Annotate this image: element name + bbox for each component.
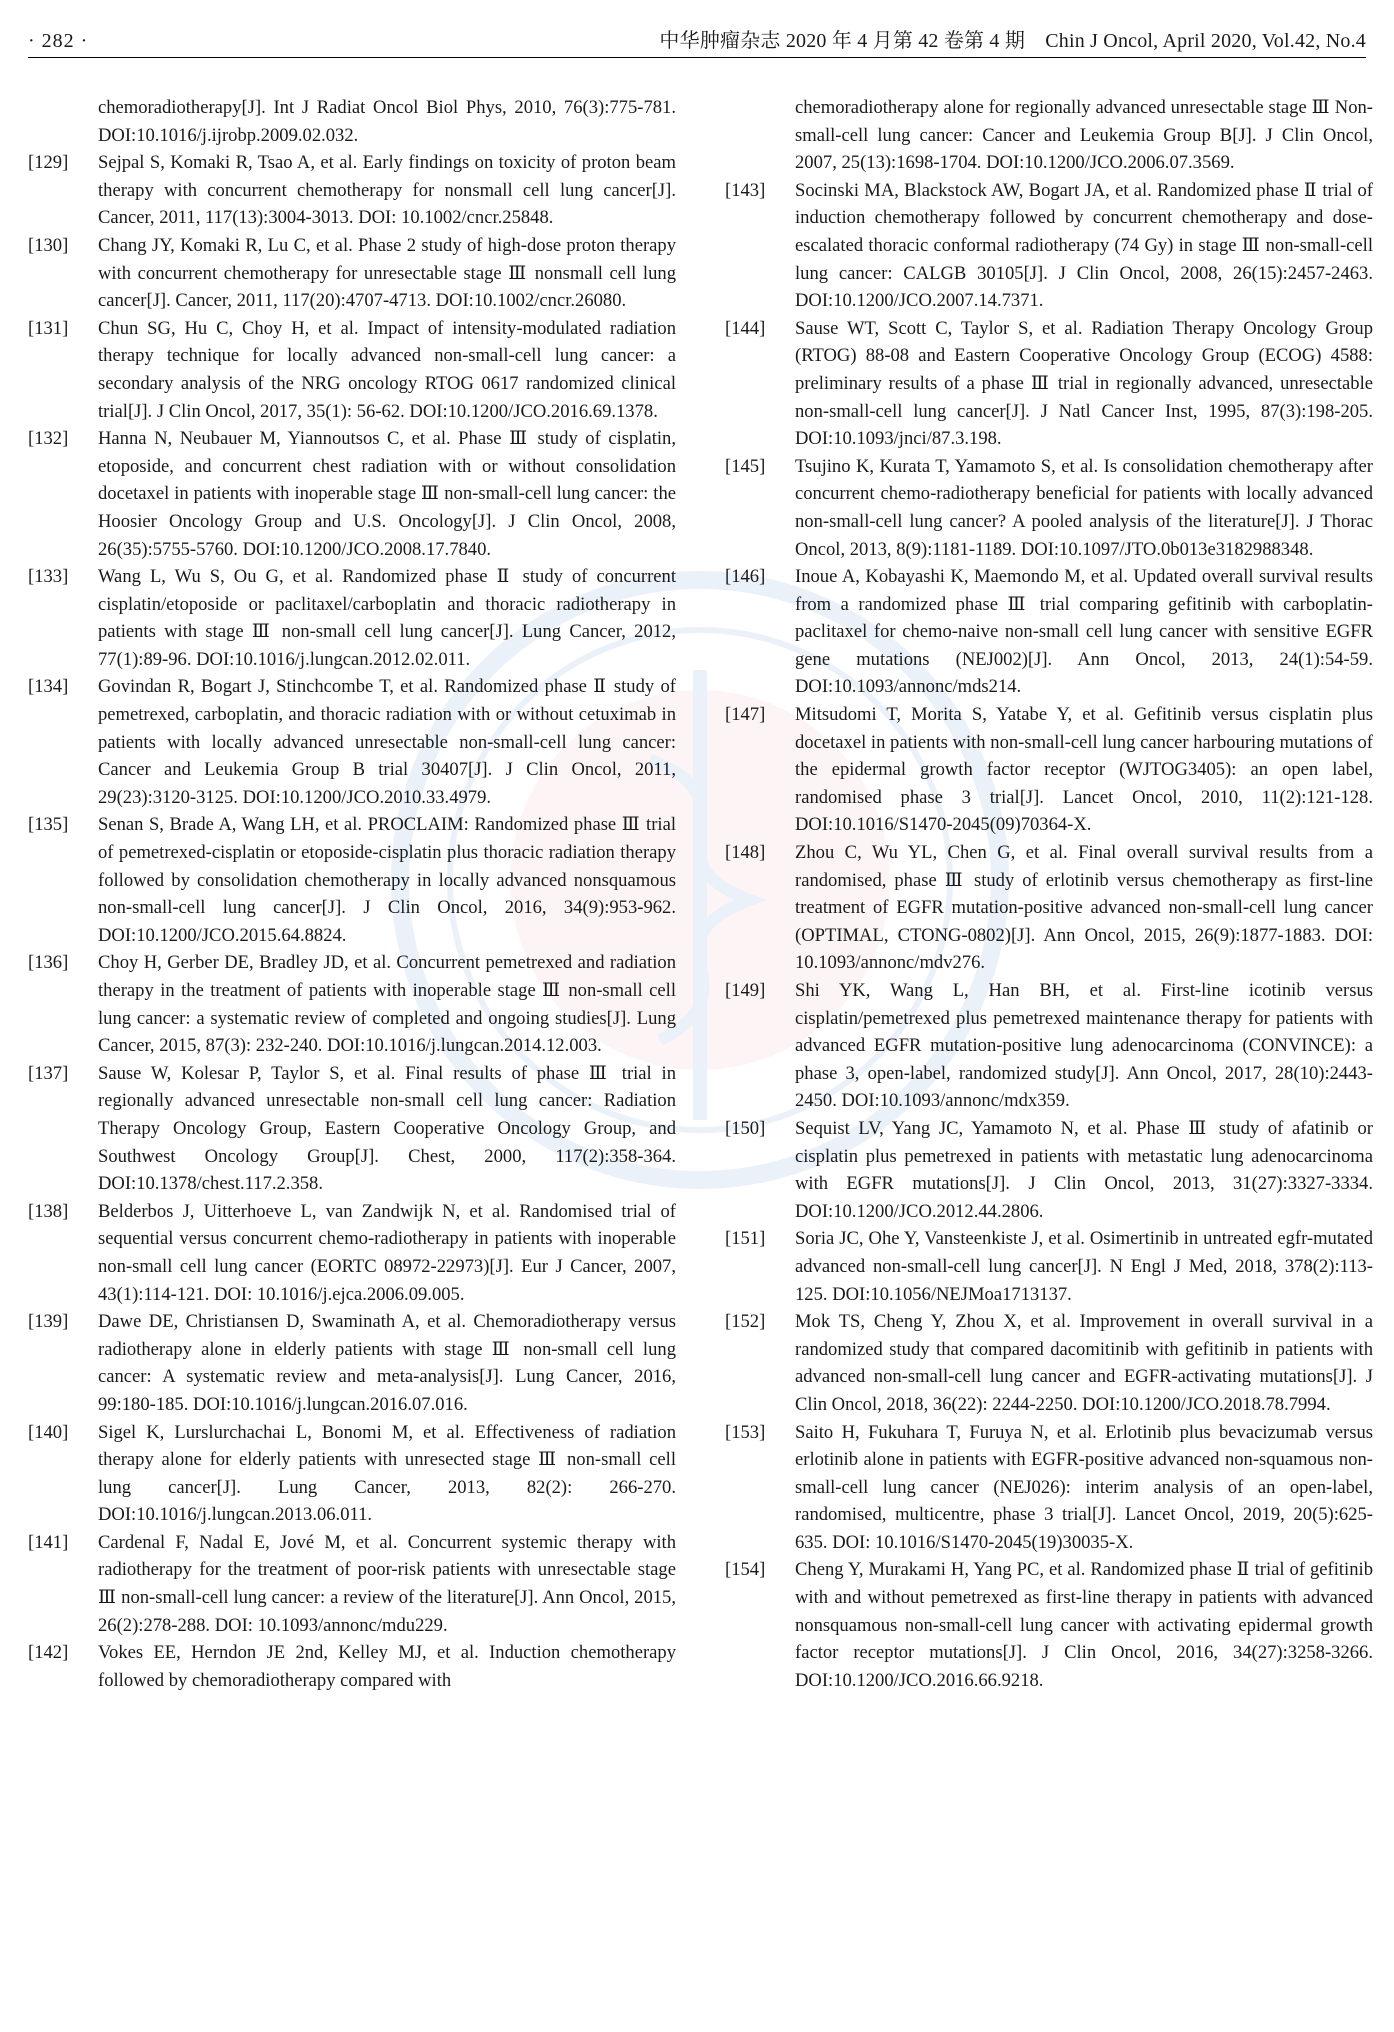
- reference-text: chemoradiotherapy alone for regionally advanced unresectable stage Ⅲ Non-small-cell lung cancer: Cancer and Leukemia Group B[J]. J Clin Oncol, 2007, 25(13):1698-1704. DOI:10.1200/JCO.2006.07.3569.: [795, 97, 1373, 174]
- reference-text: Tsujino K, Kurata T, Yamamoto S, et al. Is consolidation chemotherapy after concurrent chemo-radiotherapy beneficial for patients with locally advanced non-small-cell lung cancer? A pooled analysis of the literature[J]. J Thorac Oncol, 2013, 8(9):1181-1189. DOI:10.1097/JTO.0b013e3182988348.: [795, 455, 1373, 560]
- reference-number: [144]: [725, 317, 766, 339]
- reference-item: [28, 1529, 676, 1639]
- reference-text: Senan S, Brade A, Wang LH, et al. PROCLAIM: Randomized phase Ⅲ trial of pemetrexed-cisplatin or etoposide-cisplatin plus thoracic radiation therapy followed by consolidation chemotherapy in locally advanced nonsquamous non-small-cell lung cancer[J]. J Clin Oncol, 2016, 34(9):953-962. DOI:10.1200/JCO.2015.64.8824.: [98, 814, 676, 946]
- reference-number: [137]: [28, 1062, 69, 1084]
- reference-number: [150]: [725, 1117, 766, 1139]
- reference-text: Hanna N, Neubauer M, Yiannoutsos C, et al. Phase Ⅲ study of cisplatin, etoposide, and concurrent chest radiation with or without consolidation docetaxel in patients with inoperable stage Ⅲ non-small-cell lung cancer: the Hoosier Oncology Group and U.S. Oncology[J]. J Clin Oncol, 2008, 26(35):5755-5760. DOI:10.1200/JCO.2008.17.7840.: [98, 428, 676, 560]
- reference-text: Mok TS, Cheng Y, Zhou X, et al. Improvement in overall survival in a randomized study that compared dacomitinib with gefitinib in patients with advanced non-small-cell lung cancer and EGFR-activating mutations[J]. J Clin Oncol, 2018, 36(22): 2244-2250. DOI:10.1200/JCO.2018.78.7994.: [795, 1311, 1373, 1415]
- reference-text: Chang JY, Komaki R, Lu C, et al. Phase 2 study of high-dose proton therapy with concurrent chemotherapy for unresectable stage Ⅲ nonsmall cell lung cancer[J]. Cancer, 2011, 117(20):4707-4713. DOI:10.1002/cncr.26080.: [98, 234, 676, 312]
- running-header: [28, 22, 1366, 58]
- reference-text: Zhou C, Wu YL, Chen G, et al. Final overall survival results from a randomised, phase Ⅲ study of erlotinib versus chemotherapy as first-line treatment of EGFR mutation-positive advanced non-small-cell lung cancer (OPTIMAL, CTONG-0802)[J]. Ann Oncol, 2015, 26(9):1877-1883. DOI: 10.1093/annonc/mdv276.: [795, 842, 1373, 974]
- reference-text: chemoradiotherapy[J]. Int J Radiat Oncol Biol Phys, 2010, 76(3):775-781. DOI:10.1016/j.ijrobp.2009.02.032.: [98, 97, 676, 146]
- references-right-column: [725, 94, 1373, 1694]
- reference-number: [145]: [725, 455, 766, 477]
- reference-text: Dawe DE, Christiansen D, Swaminath A, et al. Chemoradiotherapy versus radiotherapy alone in elderly patients with stage Ⅲ non-small cell lung cancer: A systematic review and meta-analysis[J]. Lung Cancer, 2016, 99:180-185. DOI:10.1016/j.lungcan.2016.07.016.: [98, 1311, 676, 1415]
- reference-text: Inoue A, Kobayashi K, Maemondo M, et al. Updated overall survival results from a randomized phase Ⅲ trial comparing gefitinib with carboplatin-paclitaxel for chemo-naive non-small cell lung cancer with sensitive EGFR gene mutations (NEJ002)[J]. Ann Oncol, 2013, 24(1):54-59. DOI:10.1093/annonc/mds214.: [795, 566, 1373, 698]
- reference-number: [130]: [28, 234, 69, 256]
- reference-number: [151]: [725, 1228, 766, 1250]
- reference-item: [725, 839, 1373, 977]
- reference-number: [154]: [725, 1559, 766, 1581]
- reference-number: [139]: [28, 1311, 69, 1333]
- reference-item: [725, 1419, 1373, 1557]
- reference-number: [146]: [725, 566, 766, 588]
- reference-number: [132]: [28, 428, 69, 450]
- reference-item: [28, 94, 676, 149]
- reference-item: [28, 563, 676, 673]
- reference-item: [725, 977, 1373, 1115]
- reference-text: Sause WT, Scott C, Taylor S, et al. Radiation Therapy Oncology Group (RTOG) 88-08 and Eastern Cooperative Oncology Group (ECOG) 4588: preliminary results of a phase Ⅲ trial in regionally advanced, unresectable non-small-cell lung cancer[J]. J Natl Cancer Inst, 1995, 87(3):198-205. DOI:10.1093/jnci/87.3.198.: [795, 317, 1373, 450]
- reference-text: Wang L, Wu S, Ou G, et al. Randomized phase Ⅱ study of concurrent cisplatin/etoposide or paclitaxel/carboplatin and thoracic radiotherapy in patients with stage Ⅲ non-small cell lung cancer[J]. Lung Cancer, 2012, 77(1):89-96. DOI:10.1016/j.lungcan.2012.02.011.: [98, 566, 676, 670]
- reference-item: [28, 1198, 676, 1308]
- reference-number: [143]: [725, 179, 766, 201]
- reference-number: [136]: [28, 952, 69, 974]
- reference-item: [28, 1060, 676, 1198]
- reference-number: [133]: [28, 566, 69, 588]
- reference-item: [725, 701, 1373, 839]
- reference-item: [725, 1556, 1373, 1694]
- reference-item: [28, 232, 676, 315]
- reference-text: Sigel K, Lurslurchachai L, Bonomi M, et al. Effectiveness of radiation therapy alone for elderly patients with unresected stage Ⅲ non-small cell lung cancer[J]. Lung Cancer, 2013, 82(2): 266-270. DOI:10.1016/j.lungcan.2013.06.011.: [98, 1421, 677, 1526]
- reference-text: Shi YK, Wang L, Han BH, et al. First-line icotinib versus cisplatin/pemetrexed plus pemetrexed maintenance therapy for patients with advanced EGFR mutation-positive lung adenocarcinoma (CONVINCE): a phase 3, open-label, randomized study[J]. Ann Oncol, 2017, 28(10):2443-2450. DOI:10.1093/annonc/mdx359.: [795, 980, 1373, 1112]
- reference-number: [131]: [28, 317, 69, 339]
- reference-item: [725, 563, 1373, 701]
- reference-text: Choy H, Gerber DE, Bradley JD, et al. Concurrent pemetrexed and radiation therapy in the treatment of patients with inoperable stage Ⅲ non-small cell lung cancer: a systematic review of completed and ongoing studies[J]. Lung Cancer, 2015, 87(3): 232-240. DOI:10.1016/j.lungcan.2014.12.003.: [98, 952, 676, 1057]
- reference-text: Vokes EE, Herndon JE 2nd, Kelley MJ, et al. Induction chemotherapy followed by chemoradiotherapy compared with: [98, 1642, 676, 1691]
- reference-item: [725, 177, 1373, 315]
- reference-item: [725, 315, 1373, 453]
- reference-text: Govindan R, Bogart J, Stinchcombe T, et al. Randomized phase Ⅱ study of pemetrexed, carboplatin, and thoracic radiation with or without cetuximab in patients with locally advanced unresectable non-small-cell lung cancer: Cancer and Leukemia Group B trial 30407[J]. J Clin Oncol, 2011, 29(23):3120-3125. DOI:10.1200/JCO.2010.33.4979.: [98, 676, 676, 808]
- reference-text: Socinski MA, Blackstock AW, Bogart JA, et al. Randomized phase Ⅱ trial of induction chemotherapy followed by concurrent chemotherapy and dose-escalated thoracic conformal radiotherapy (74 Gy) in stage Ⅲ non-small-cell lung cancer: CALGB 30105[J]. J Clin Oncol, 2008, 26(15):2457-2463. DOI:10.1200/JCO.2007.14.7371.: [795, 179, 1373, 312]
- reference-item: [28, 949, 676, 1059]
- reference-number: [140]: [28, 1421, 69, 1443]
- reference-item: [725, 94, 1373, 177]
- journal-citation: 中华肿瘤杂志 2020 年 4 月第 42 卷第 4 期 Chin J Oncol, April 2020, Vol.42, No.4: [659, 30, 1366, 52]
- reference-text: Cheng Y, Murakami H, Yang PC, et al. Randomized phase Ⅱ trial of gefitinib with and without pemetrexed as first-line therapy in patients with advanced nonsquamous non-small-cell lung cancer with activating epidermal growth factor receptor mutations[J]. J Clin Oncol, 2016, 34(27):3258-3266. DOI:10.1200/JCO.2016.66.9218.: [795, 1559, 1373, 1691]
- reference-item: [725, 1225, 1373, 1308]
- reference-number: [152]: [725, 1311, 766, 1333]
- reference-item: [725, 1115, 1373, 1225]
- reference-number: [148]: [725, 842, 766, 864]
- reference-number: [135]: [28, 814, 69, 836]
- reference-text: Sejpal S, Komaki R, Tsao A, et al. Early findings on toxicity of proton beam therapy with concurrent chemotherapy for nonsmall cell lung cancer[J]. Cancer, 2011, 117(13):3004-3013. DOI: 10.1002/cncr.25848.: [98, 152, 676, 229]
- reference-text: Belderbos J, Uitterhoeve L, van Zandwijk N, et al. Randomised trial of sequential versus concurrent chemo-radiotherapy in patients with inoperable non-small cell lung cancer (EORTC 08972-22973)[J]. Eur J Cancer, 2007, 43(1):114-121. DOI: 10.1016/j.ejca.2006.09.005.: [98, 1200, 676, 1305]
- reference-number: [149]: [725, 980, 766, 1001]
- reference-number: [153]: [725, 1421, 766, 1443]
- reference-item: [28, 673, 676, 811]
- reference-item: [28, 149, 676, 232]
- reference-text: Soria JC, Ohe Y, Vansteenkiste J, et al. Osimertinib in untreated egfr-mutated advanced non-small-cell lung cancer[J]. N Engl J Med, 2018, 378(2):113-125. DOI:10.1056/NEJMoa1713137.: [795, 1228, 1373, 1305]
- reference-text: Cardenal F, Nadal E, Jové M, et al. Concurrent systemic therapy with radiotherapy for the treatment of poor-risk patients with unresectable stage Ⅲ non-small-cell lung cancer: a review of the literature[J]. Ann Oncol, 2015, 26(2):278-288. DOI: 10.1093/annonc/mdu229.: [98, 1531, 676, 1636]
- reference-text: Saito H, Fukuhara T, Furuya N, et al. Erlotinib plus bevacizumab versus erlotinib alone in patients with EGFR-positive advanced non-squamous non-small-cell lung cancer (NEJ026): interim analysis of an open-label, randomised, multicentre, phase 3 trial[J]. Lancet Oncol, 2019, 20(5):625-635. DOI: 10.1016/S1470-2045(19)30035-X.: [795, 1421, 1373, 1553]
- reference-item: [28, 1419, 676, 1529]
- reference-item: [28, 425, 676, 563]
- reference-text: Mitsudomi T, Morita S, Yatabe Y, et al. Gefitinib versus cisplatin plus docetaxel in patients with non-small-cell lung cancer harbouring mutations of the epidermal growth factor receptor (WJTOG3405): an open label, randomised phase 3 trial[J]. Lancet Oncol, 2010, 11(2):121-128. DOI:10.1016/S1470-2045(09)70364-X.: [795, 704, 1373, 836]
- reference-text: Chun SG, Hu C, Choy H, et al. Impact of intensity-modulated radiation therapy technique for locally advanced non-small-cell lung cancer: a secondary analysis of the NRG oncology RTOG 0617 randomized clinical trial[J]. J Clin Oncol, 2017, 35(1): 56-62. DOI:10.1200/JCO.2016.69.1378.: [98, 317, 676, 422]
- reference-item: [725, 453, 1373, 563]
- reference-item: [28, 1639, 676, 1694]
- reference-number: [134]: [28, 676, 69, 698]
- reference-item: [28, 315, 676, 425]
- reference-item: [28, 811, 676, 949]
- reference-number: [147]: [725, 704, 766, 726]
- page-number: · 282 ·: [28, 30, 89, 52]
- reference-item: [725, 1308, 1373, 1418]
- references-left-column: [28, 94, 676, 1694]
- reference-number: [141]: [28, 1531, 69, 1553]
- reference-number: [129]: [28, 152, 69, 174]
- reference-number: [142]: [28, 1642, 69, 1664]
- reference-text: Sequist LV, Yang JC, Yamamoto N, et al. Phase Ⅲ study of afatinib or cisplatin plus pemetrexed in patients with metastatic lung adenocarcinoma with EGFR mutations[J]. J Clin Oncol, 2013, 31(27):3327-3334. DOI:10.1200/JCO.2012.44.2806.: [795, 1117, 1373, 1222]
- reference-number: [138]: [28, 1200, 69, 1222]
- reference-item: [28, 1308, 676, 1418]
- reference-text: Sause W, Kolesar P, Taylor S, et al. Final results of phase Ⅲ trial in regionally advanced unresectable non-small cell lung cancer: Radiation Therapy Oncology Group, Eastern Cooperative Oncology Group, and Southwest Oncology Group[J]. Chest, 2000, 117(2):358-364. DOI:10.1378/chest.117.2.358.: [98, 1062, 676, 1195]
